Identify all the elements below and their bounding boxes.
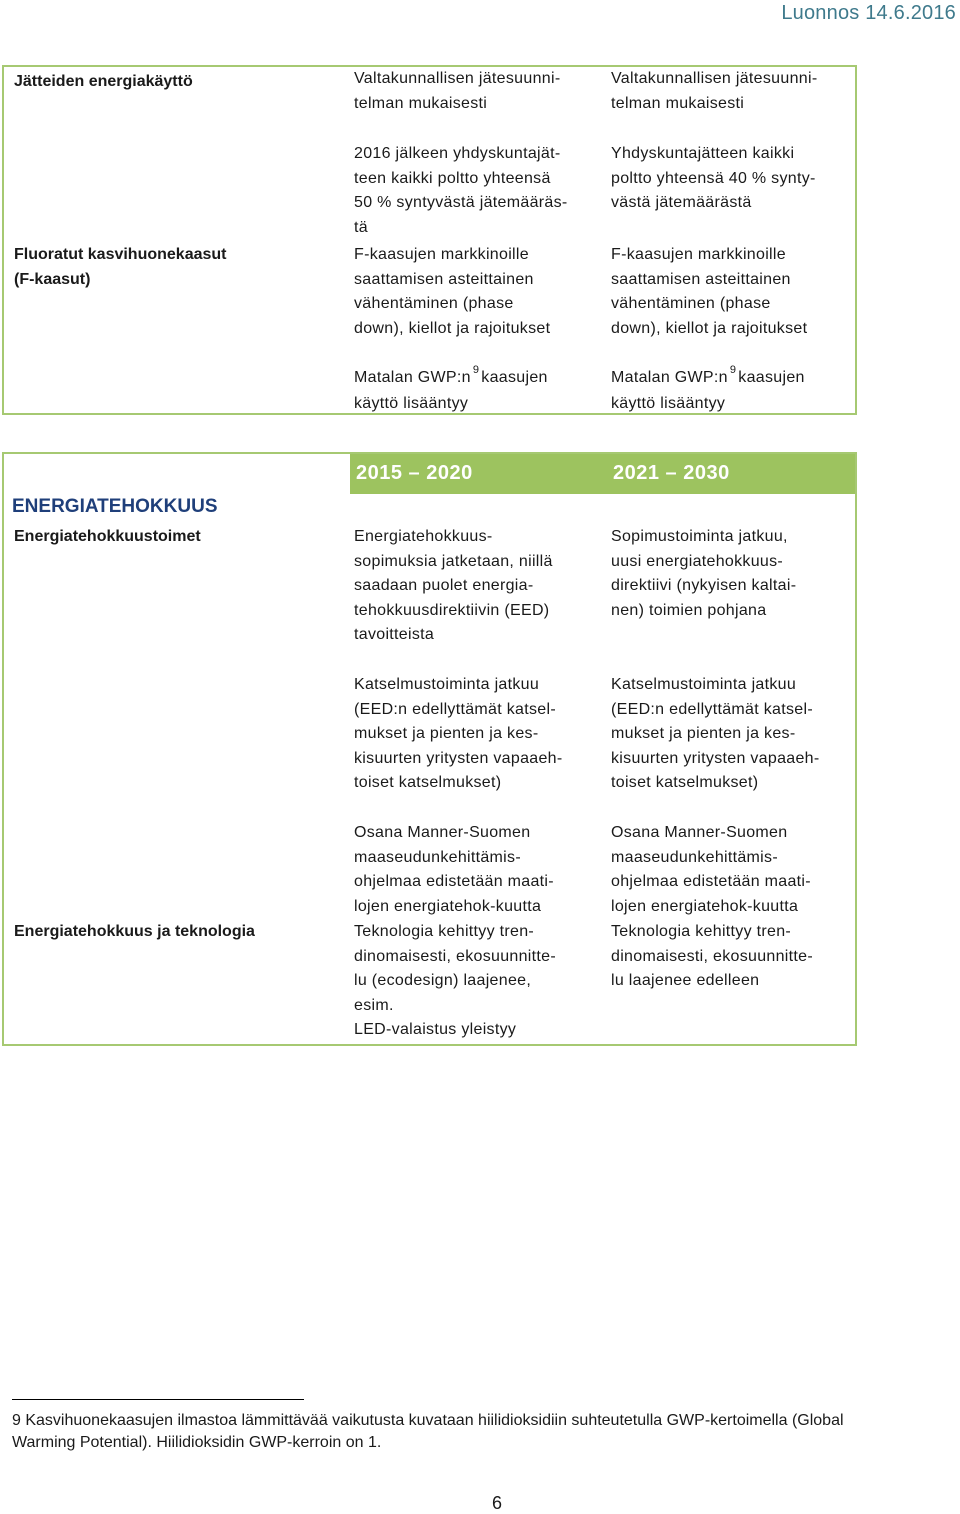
eff-col3-agreements: Sopimustoiminta jatkuu, uusi energiatehokkuus- direktiivi (nykyisen kaltai- nen) toimien pohjana bbox=[611, 528, 797, 619]
eff-col2-agreements: Energiatehokkuus- sopimuksia jatketaan, niillä saadaan puolet energia- tehokkuusdirektiivin (EED) tavoitteista bbox=[354, 528, 553, 644]
page-number: 6 bbox=[492, 1493, 503, 1513]
footnote-ref: 9 bbox=[472, 364, 480, 376]
row-label-waste-energy: Jätteiden energiakäyttö bbox=[14, 73, 193, 90]
tech-col2-text: Teknologia kehittyy tren- dinomaisesti, ekosuunnitte- lu (ecodesign) laajenee, esim. LED-valaistus yleistyy bbox=[354, 923, 556, 1039]
row-label-efficiency-technology: Energiatehokkuus ja teknologia bbox=[14, 923, 255, 940]
footnote-ref: 9 bbox=[729, 364, 737, 376]
tech-col3-text: Teknologia kehittyy tren- dinomaisesti, ekosuunnitte- lu laajenee edelleen bbox=[611, 923, 813, 990]
fgas-col2-phase-down: F-kaasujen markkinoille saattamisen asteittainen vähentäminen (phase down), kiellot ja rajoitukset bbox=[354, 246, 551, 337]
row-label-efficiency-measures: Energiatehokkuustoimet bbox=[14, 528, 201, 545]
eff-col2-audits: Katselmustoiminta jatkuu (EED:n edellyttämät katsel- mukset ja pienten ja kes- kisuurten yritysten vapaaeh- toiset katselmukset) bbox=[354, 676, 563, 792]
period-2021-2030: 2021 – 2030 bbox=[613, 462, 730, 484]
eff-col2-rural-programme: Osana Manner-Suomen maaseudunkehittämis- ohjelmaa edistetään maati- lojen energiatehok-kuutta bbox=[354, 824, 554, 915]
fgas-col3-phase-down: F-kaasujen markkinoille saattamisen asteittainen vähentäminen (phase down), kiellot ja rajoitukset bbox=[611, 246, 808, 337]
fgas-col2-low-gwp: Matalan GWP:n $^9$ kaasujen käyttö lisääntyy bbox=[354, 364, 548, 412]
waste-col2-text: Valtakunnallisen jätesuunni- telman mukaisesti bbox=[354, 70, 561, 112]
period-header-band bbox=[350, 454, 855, 494]
row-label-fgas: Fluoratut kasvihuonekaasut (F-kaasut) bbox=[14, 246, 227, 288]
fgas-col3-low-gwp: Matalan GWP:n $^9$ kaasujen käyttö lisääntyy bbox=[611, 364, 805, 412]
period-2015-2020: 2015 – 2020 bbox=[356, 462, 473, 484]
section-title-energy-efficiency: ENERGIATEHOKKUUS bbox=[12, 496, 218, 517]
draft-date-header: Luonnos 14.6.2016 bbox=[781, 2, 956, 24]
footnote-separator bbox=[12, 1399, 304, 1400]
fgas-col2-waste-burning: 2016 jälkeen yhdyskuntajät- teen kaikki poltto yhteensä 50 % syntyvästä jätemääräs- tä bbox=[354, 145, 568, 236]
fgas-col3-waste-burning: Yhdyskuntajätteen kaikki poltto yhteensä 40 % synty- västä jätemäärästä bbox=[611, 145, 816, 212]
waste-col3-text: Valtakunnallisen jätesuunni- telman mukaisesti bbox=[611, 70, 818, 112]
eff-col3-audits: Katselmustoiminta jatkuu (EED:n edellyttämät katsel- mukset ja pienten ja kes- kisuurten yritysten vapaaeh- toiset katselmukset) bbox=[611, 676, 820, 792]
eff-col3-rural-programme: Osana Manner-Suomen maaseudunkehittämis- ohjelmaa edistetään maati- lojen energiatehok-kuutta bbox=[611, 824, 811, 915]
footnote-9: 9 Kasvihuonekaasujen ilmastoa lämmittävää vaikutusta kuvataan hiilidioksidiin suhteutetulla GWP-kertoimella (Global Warming Potential). Hiilidioksidin GWP-kerroin on 1. bbox=[12, 1412, 844, 1451]
